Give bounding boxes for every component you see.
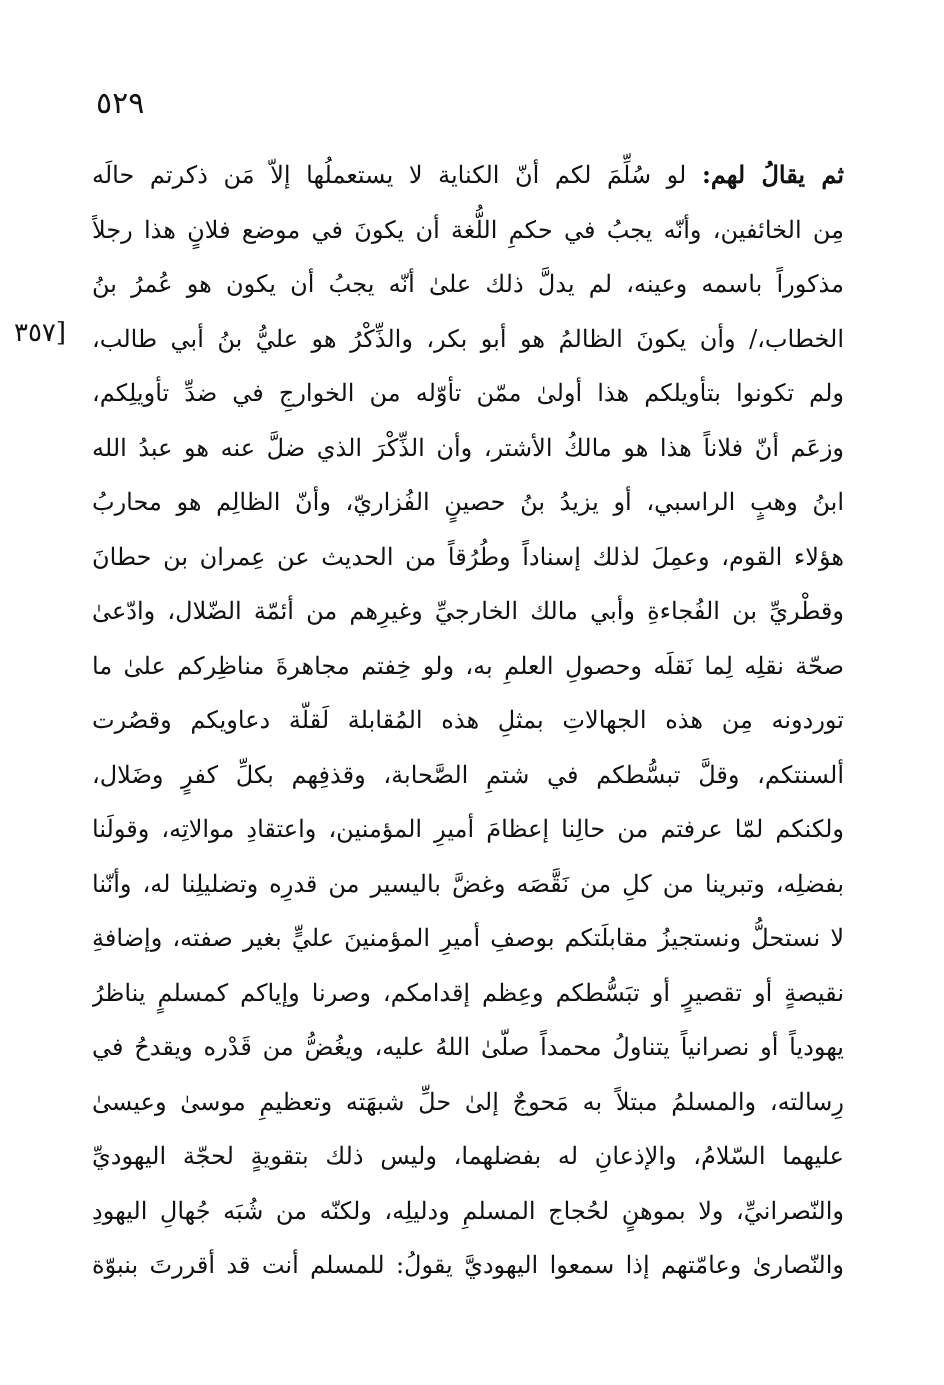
text-line-8: هؤلاء القوم، وعمِلَ لذلك إسناداً وطُرُقاً من الحديث عن عِمران بن حطانَ [92, 542, 844, 571]
text-line-4: الخطاب،/ وأن يكونَ الظالمُ هو أبو بكر، والذِّكْرُ هو عليُّ بنُ أبي طالب، [92, 324, 844, 353]
text-line-17: يهودياً أو نصرانياً يتناولُ محمداً صلّىٰ اللهُ عليه، ويغُضُّ من قَدْره ويقدحُ في [92, 1033, 844, 1061]
text-line-18: رِسالته، والمسلمُ مبتلاً به مَحوجٌ إلىٰ حلِّ شبهَته وتعظيمِ موسىٰ وعيسىٰ [92, 1087, 844, 1116]
text-line-3: مذكوراً باسمه وعينه، لم يدلَّ ذلك علىٰ أنّه يجبُ أن يكون هو عُمرُ بنُ [92, 270, 844, 298]
text-line-1 [92, 148, 844, 203]
text-line-9: وقطْريِّ بن الفُجاءةِ وأبي مالك الخارجيِّ وغيرِهم من أئمّة الضّلال، وادّعىٰ [92, 597, 844, 625]
margin-page-reference: [٣٥٧ [14, 318, 67, 348]
text-line-12: ألسنتكم، وقلَّ تبسُّطكم في شتمِ الصَّحابة، وقذفِهم بكلِّ كفرٍ وضَلال، [92, 760, 844, 789]
text-line-16: نقيصةٍ أو تقصيرٍ أو تبَسُّطكم وعِظم إقدامكم، وصرنا وإياكم كمسلمٍ يناظرُ [92, 978, 844, 1007]
text-line-7: ابنُ وهبٍ الراسبي، أو يزيدُ بنُ حصينٍ الفُزاريّ، وأنّ الظالِم هو محاربُ [92, 488, 844, 516]
text-line-10: صحّة نقلِه لِما نَقلَه وحصولِ العلمِ به، ولو خِفتم مجاهرةَ مناظِركم علىٰ ما [92, 651, 844, 680]
body-text [92, 148, 844, 1293]
text-line-14: بفضلِه، وتبرينا من كلِ من نَقَّصَه وغضَّ باليسير من قدرِه وتضليلِنا له، وأنّنا [92, 869, 844, 898]
text-line-20: والنّصرانيِّ، ولا بموهنٍ لحُجاج المسلمِ ودليلِه، ولكنّه من شُبَه جُهالِ اليهودِ [92, 1196, 844, 1225]
text-line-5: ولم تكونوا بتأويلكم هذا أولىٰ ممّن تأوّله من الخوارجِ في ضدِّ تأويلِكم، [92, 379, 844, 407]
text-line-15: لا نستحلُّ ونستجيزُ مقابلَتكم بوصفِ أميرِ المؤمنينَ عليٍّ بغير صفته، وإضافةِ [92, 924, 844, 952]
line-1-text: لو سُلِّمَ لكم أنّ الكناية لا يستعملُها إلاّ مَن ذكرتم حالَه [92, 161, 687, 189]
text-line-21: والنّصارىٰ وعامّتهم إذا سمعوا اليهوديَّ يقولُ: للمسلم أنت قد أقررتَ بنبوّة [92, 1251, 844, 1279]
text-line-11: توردونه مِن هذه الجهالاتِ بمثلِ هذه المُقابلة لَقلّة دعاويكم وقصُرت [92, 706, 844, 734]
text-line-6: وزعَم أنّ فلاناً هذا هو مالكُ الأشتر، وأن الذِّكْرَ الذي ضلَّ عنه هو عبدُ الله [92, 433, 844, 462]
text-line-19: عليهما السّلامُ، والإذعانِ له بفضلهما، وليس ذلك بتقويةٍ لحجّة اليهوديِّ [92, 1142, 844, 1170]
text-line-2: مِن الخائفين، وأنّه يجبُ في حكمِ اللُّغة أن يكونَ في موضع فلانٍ هذا رجلاً [92, 215, 844, 244]
text-line-13: ولكنكم لمّا عرفتم من حالِنا إعظامَ أميرِ المؤمنين، واعتقادِ موالاتِه، وقولَنا [92, 815, 844, 843]
lead-phrase: ثم يقالُ لهم: [701, 160, 844, 189]
page-number: ٥٢٩ [96, 86, 145, 121]
